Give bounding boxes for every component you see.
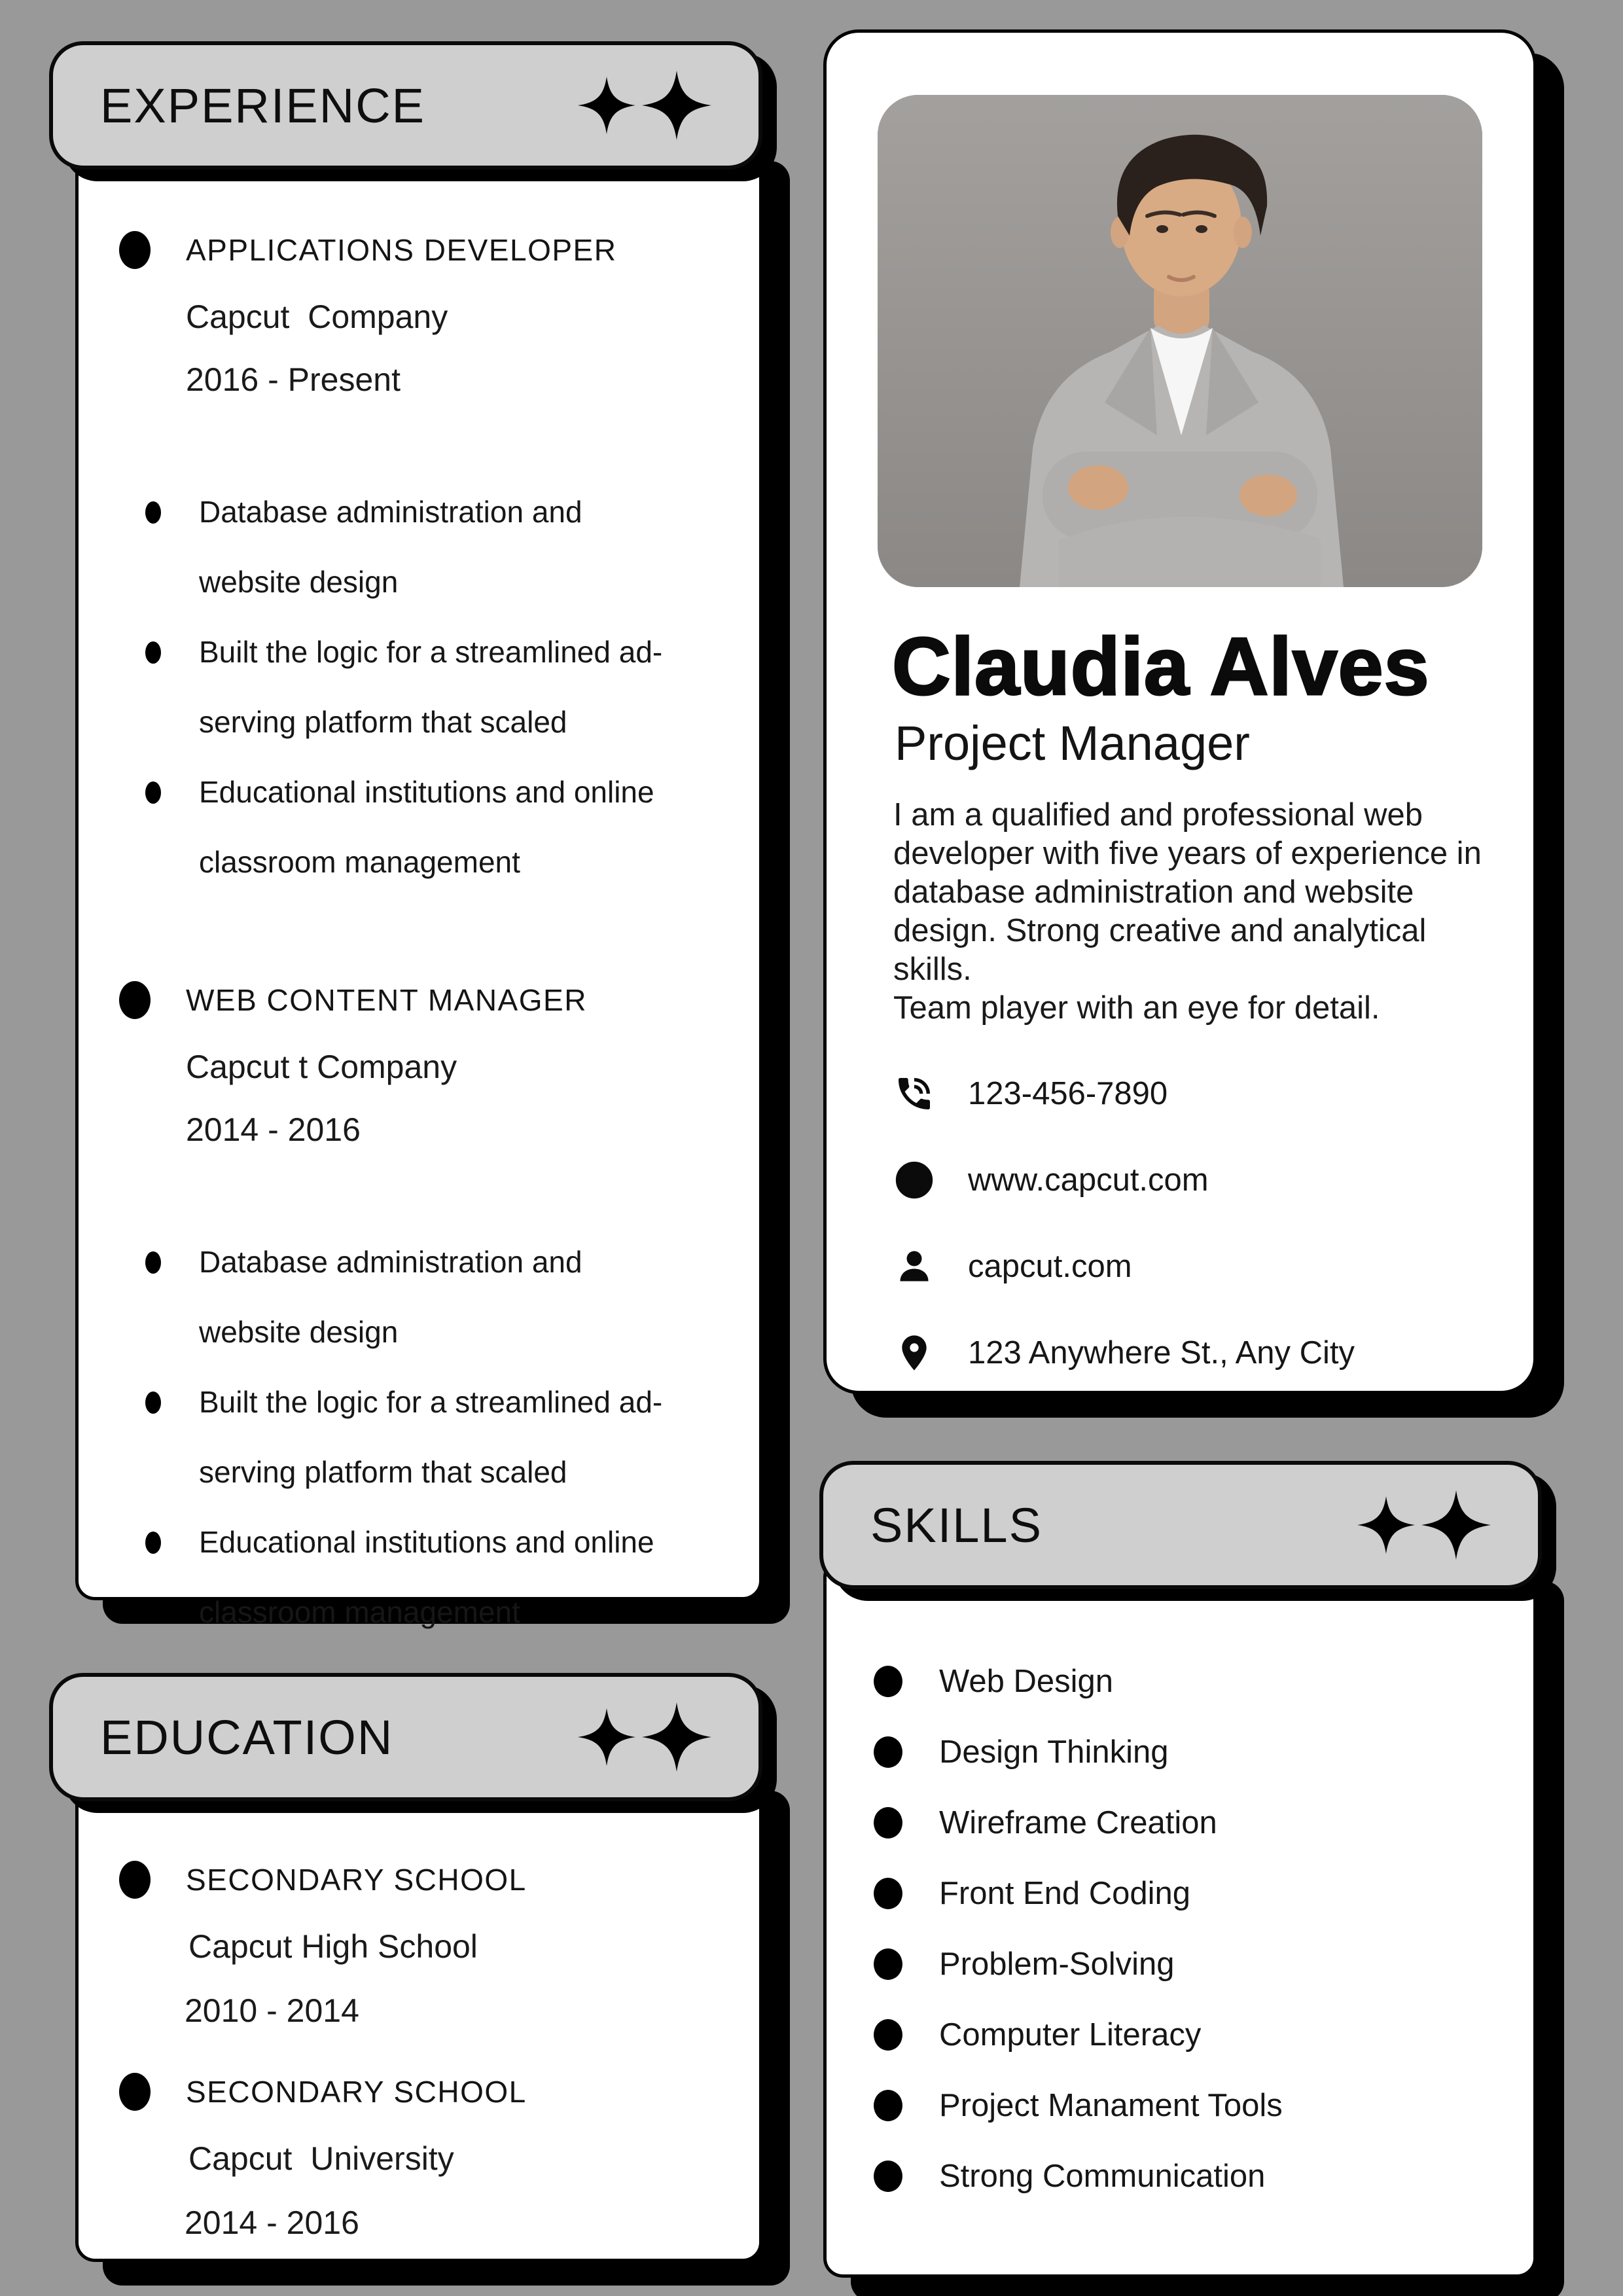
bullet-line: Educational institutions and online: [199, 1525, 654, 1559]
profile-photo: [878, 95, 1482, 587]
job-title: APPLICATIONS DEVELOPER: [186, 233, 617, 267]
education-entry: [119, 2073, 723, 2242]
education-entry: [119, 1861, 723, 2030]
bullet-line: classroom management: [199, 1595, 520, 1629]
skill-label: Computer Literacy: [939, 2017, 1202, 2053]
bullet-dot-icon: [145, 641, 161, 664]
job-dates: 2016 - Present: [186, 361, 401, 398]
profile-name: Claudia Alves: [892, 622, 1430, 712]
list-item: [145, 477, 723, 617]
bullet-dot-icon: [874, 1948, 902, 1980]
skill-label: Web Design: [939, 1664, 1114, 1699]
sparkle-icon: [578, 77, 635, 134]
sparkle-group: [578, 1702, 711, 1772]
bullet-dot-icon: [119, 2073, 151, 2111]
contact-list: [891, 1067, 1482, 1380]
bullet-line: Database administration and: [199, 1245, 582, 1279]
contact-row: [891, 1240, 1482, 1293]
bullet-dot-icon: [119, 231, 151, 269]
profile-summary: [893, 796, 1482, 1028]
bullet-line: serving platform that scaled: [199, 705, 567, 739]
job-bullet-list: [145, 1227, 723, 1647]
bullet-dot-icon: [145, 501, 161, 524]
summary-line: developer with five years of experience in: [893, 835, 1482, 871]
skill-label: Strong Communication: [939, 2159, 1266, 2194]
bullet-dot-icon: [874, 1666, 902, 1697]
sparkle-icon: [642, 71, 711, 140]
experience-title: EXPERIENCE: [100, 78, 426, 133]
skill-item: [874, 1858, 1497, 1929]
skill-item: [874, 1646, 1497, 1717]
education-header-row: [119, 1861, 723, 1899]
sparkle-icon: [1421, 1490, 1491, 1560]
skill-item: [874, 2141, 1497, 2212]
bullet-dot-icon: [874, 2019, 902, 2051]
bullet-dot-icon: [119, 981, 151, 1019]
bullet-dot-icon: [874, 2161, 902, 2192]
contact-row: [891, 1153, 1482, 1207]
contact-row: [891, 1326, 1482, 1380]
contact-value: www.capcut.com: [968, 1162, 1209, 1198]
skill-item: [874, 1717, 1497, 1787]
education-school: Capcut High School: [188, 1928, 478, 1965]
list-item: [145, 757, 723, 897]
education-degree: SECONDARY SCHOOL: [186, 1863, 527, 1897]
job-entry: [119, 981, 723, 1647]
experience-section-header: [49, 41, 762, 170]
job-entry: [119, 231, 723, 897]
list-item: [145, 617, 723, 757]
person-photo-illustration: [878, 95, 1482, 587]
globe-icon: [891, 1160, 938, 1200]
experience-card: [75, 137, 762, 1629]
skill-item: [874, 1929, 1497, 2000]
bullet-line: Built the logic for a streamlined ad-: [199, 1385, 663, 1419]
education-header-row: [119, 2073, 723, 2111]
education-school: Capcut University: [188, 2140, 454, 2177]
bullet-dot-icon: [874, 1736, 902, 1768]
contact-value: capcut.com: [968, 1248, 1132, 1284]
summary-line: I am a qualified and professional web: [893, 797, 1423, 833]
bullet-dot-icon: [145, 1391, 161, 1414]
skills-card: [823, 1558, 1537, 2278]
job-bullet-list: [145, 477, 723, 897]
education-section-header: [49, 1673, 762, 1801]
skills-section-header: [819, 1461, 1542, 1589]
summary-line: database administration and website: [893, 874, 1414, 910]
list-item: [145, 1507, 723, 1647]
bullet-dot-icon: [874, 2090, 902, 2121]
job-company: Capcut t Company: [186, 1049, 457, 1085]
job-header-row: [119, 981, 723, 1019]
skill-label: Project Manament Tools: [939, 2088, 1283, 2123]
skill-label: Front End Coding: [939, 1876, 1191, 1911]
bullet-dot-icon: [145, 1532, 161, 1554]
bullet-line: classroom management: [199, 845, 520, 879]
bullet-dot-icon: [145, 1251, 161, 1274]
skill-item: [874, 1787, 1497, 1858]
list-item: [145, 1227, 723, 1367]
bullet-dot-icon: [874, 1878, 902, 1909]
job-title: WEB CONTENT MANAGER: [186, 983, 587, 1017]
summary-line: design. Strong creative and analytical skills.: [893, 912, 1436, 987]
location-icon: [891, 1332, 938, 1374]
sparkle-icon: [578, 1708, 635, 1766]
profile-role: Project Manager: [895, 715, 1250, 770]
job-company: Capcut Company: [186, 298, 448, 335]
sparkle-icon: [642, 1702, 711, 1772]
skills-title: SKILLS: [870, 1498, 1043, 1552]
skill-label: Design Thinking: [939, 1734, 1169, 1770]
sparkle-group: [578, 71, 711, 140]
job-header-row: [119, 231, 723, 269]
bullet-line: serving platform that scaled: [199, 1455, 567, 1489]
list-item: [145, 1367, 723, 1507]
phone-icon: [891, 1073, 938, 1115]
bullet-line: Educational institutions and online: [199, 775, 654, 809]
contact-row: [891, 1067, 1482, 1121]
bullet-dot-icon: [874, 1807, 902, 1839]
bullet-line: Database administration and: [199, 495, 582, 529]
skill-label: Wireframe Creation: [939, 1805, 1217, 1840]
bullet-line: website design: [199, 565, 399, 599]
education-degree: SECONDARY SCHOOL: [186, 2075, 527, 2109]
skill-item: [874, 2070, 1497, 2141]
contact-value: 123-456-7890: [968, 1075, 1168, 1111]
summary-line: Team player with an eye for detail.: [893, 990, 1380, 1026]
education-card: [75, 1767, 762, 2262]
education-title: EDUCATION: [100, 1710, 394, 1765]
job-dates: 2014 - 2016: [186, 1111, 361, 1148]
person-icon: [891, 1247, 938, 1286]
sparkle-group: [1357, 1490, 1491, 1560]
sparkle-icon: [1357, 1496, 1415, 1554]
bullet-line: website design: [199, 1315, 399, 1349]
bullet-line: Built the logic for a streamlined ad-: [199, 635, 663, 669]
skill-item: [874, 2000, 1497, 2070]
profile-card: [823, 29, 1537, 1394]
education-dates: 2010 - 2014: [185, 1992, 359, 2029]
education-dates: 2014 - 2016: [185, 2204, 359, 2241]
contact-value: 123 Anywhere St., Any City: [968, 1335, 1355, 1371]
bullet-dot-icon: [145, 781, 161, 804]
skill-label: Problem-Solving: [939, 1946, 1175, 1982]
bullet-dot-icon: [119, 1861, 151, 1899]
